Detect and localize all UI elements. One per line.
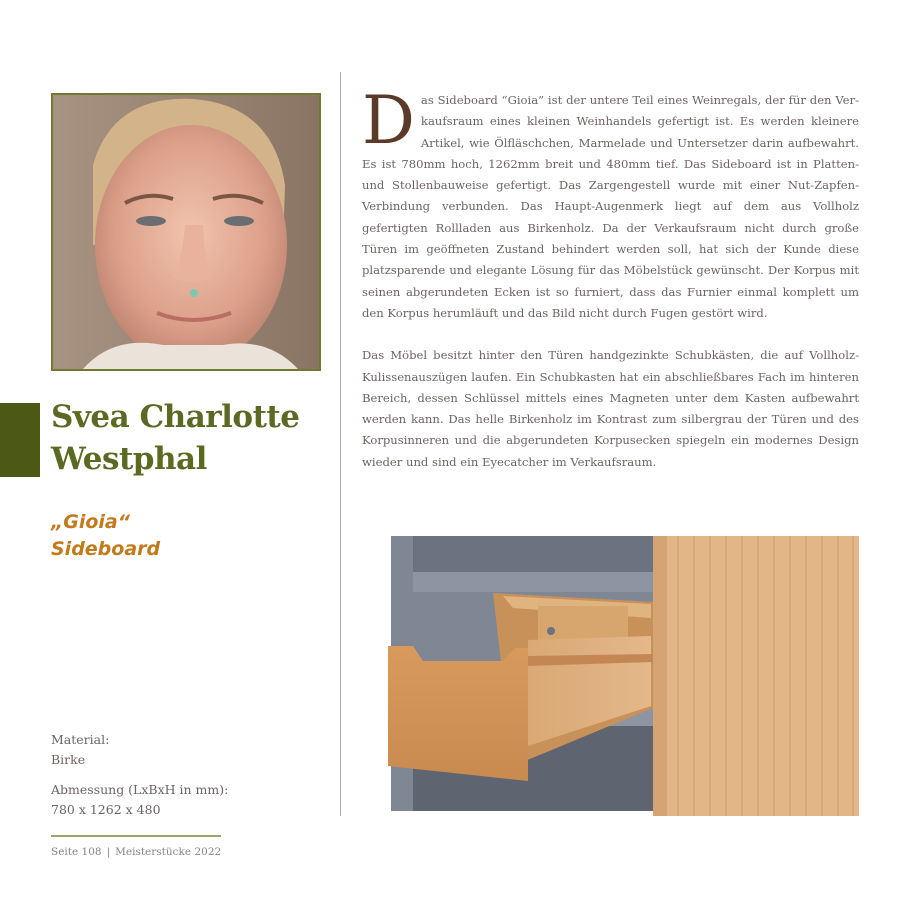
project-title-line1: „Gioia“ <box>51 511 130 533</box>
maker-name-line2: Westphal <box>51 441 207 477</box>
footer-separator: | <box>106 846 111 858</box>
paragraph-1-text: as Sideboard “Gioia” ist der untere Teil eines Weinregals, der für den Verkaufsraum eines kleinen Weinhandels gefertigt ist. Es werden kleinere Artikel, wie Ölfläschchen, Marmelade und Untersetzer darin aufbewahrt. Es ist 780mm hoch, 1262mm breit und 480mm tief. Das Sideboard ist in Platten- und Stollenbauweise gefertigt. Das Zargengestell wurde mit einer Nut-Zapfen-Verbindung verbunden. Das Haupt-Augenmerk liegt auf dem aus Vollholz gefertigten Rollladen aus Birkenholz. Da der Verkaufsraum nicht durch große Türen im geöffneten Zustand behindert werden soll, hat sich der Kunde diese platzsparende und elegante Lösung für das Möbelstück gewünscht. Der Korpus mit seinen abgerundeten Ecken ist so furniert, dass das Furnier einmal komplett um den Korpus herumläuft und das Bild nicht durch Fugen gestört wird. <box>362 93 859 320</box>
specs <box>51 730 228 820</box>
dimensions-label: Abmessung (LxBxH in mm): <box>51 782 229 797</box>
accent-block <box>0 403 40 477</box>
article-paragraph-1 <box>362 82 859 324</box>
product-photo <box>383 536 859 816</box>
page-footer <box>51 845 221 859</box>
article-text <box>362 82 859 473</box>
material-label: Material: <box>51 732 110 747</box>
dimensions-spec <box>51 780 228 820</box>
column-divider <box>340 72 341 816</box>
drop-cap: D <box>362 82 415 159</box>
maker-name-line1: Svea Charlotte <box>51 399 300 435</box>
article-paragraph-2: Das Möbel besitzt hinter den Türen handgezinkte Schubkästen, die auf Vollholz-Kulissenauszügen laufen. Ein Schubkasten hat ein abschließbares Fach im hinteren Bereich, dessen Schlüssel mittels eines Magneten unter dem Kasten aufbewahrt werden kann. Das helle Birkenholz im Kontrast zum silbergrau der Türen und des Korpusinneren und die abgerundeten Korpusecken spiegeln ein modernes Design wieder und sind ein Eyecatcher im Verkaufsraum. <box>362 348 859 469</box>
dimensions-value: 780 x 1262 x 480 <box>51 802 161 817</box>
material-spec <box>51 730 228 770</box>
portrait-photo <box>51 93 321 371</box>
maker-name <box>51 396 336 480</box>
footer-rule <box>51 835 221 837</box>
portrait-illustration <box>53 95 319 369</box>
project-title <box>51 509 160 563</box>
sideboard-illustration <box>383 536 859 816</box>
material-value: Birke <box>51 752 86 767</box>
page-number: Seite 108 <box>51 846 102 858</box>
project-title-line2: Sideboard <box>51 538 161 560</box>
publication-name: Meisterstücke 2022 <box>115 846 222 858</box>
